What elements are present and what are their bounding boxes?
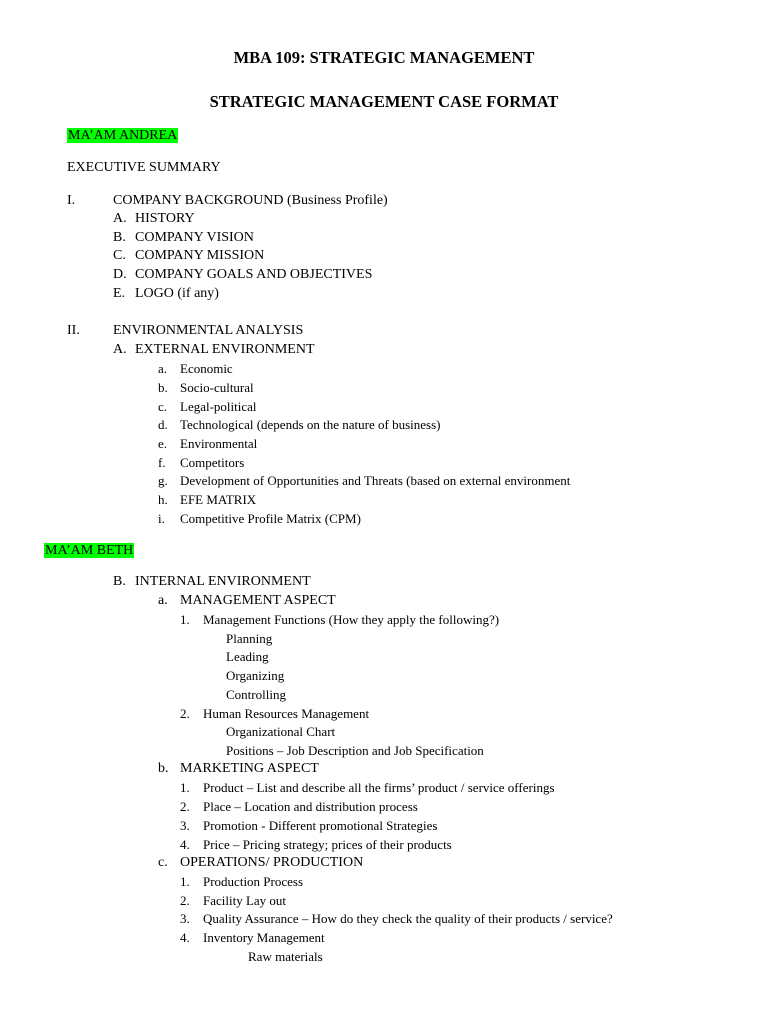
section-number: II. xyxy=(67,323,80,338)
section-heading: ENVIRONMENTAL ANALYSIS xyxy=(113,323,304,338)
list-item: Controlling xyxy=(226,687,286,702)
list-item: Socio-cultural xyxy=(180,380,254,395)
list-item: Inventory Management xyxy=(203,930,325,945)
list-marker: 3. xyxy=(180,911,190,926)
list-item: Facility Lay out xyxy=(203,893,287,908)
list-item: LOGO (if any) xyxy=(135,286,219,301)
list-item: EFE MATRIX xyxy=(180,492,257,507)
list-marker: b. xyxy=(158,380,168,395)
list-marker: i. xyxy=(158,511,165,526)
subsection-heading: INTERNAL ENVIRONMENT xyxy=(135,574,311,589)
list-item: Positions – Job Description and Job Specification xyxy=(226,743,484,758)
list-marker: b. xyxy=(158,761,169,776)
list-item: COMPANY MISSION xyxy=(135,248,265,263)
list-item: Legal-political xyxy=(180,399,257,414)
list-item: Raw materials xyxy=(248,949,323,964)
section-number: I. xyxy=(67,193,76,208)
subsection-heading: EXTERNAL ENVIRONMENT xyxy=(135,342,315,357)
list-item: Economic xyxy=(180,361,233,376)
list-item: HISTORY xyxy=(135,211,195,226)
list-marker: 1. xyxy=(180,874,190,889)
list-marker: h. xyxy=(158,492,168,507)
list-marker: c. xyxy=(158,399,168,414)
aspect-heading: OPERATIONS/ PRODUCTION xyxy=(180,855,364,870)
list-marker: D. xyxy=(113,267,127,282)
list-marker: 4. xyxy=(180,837,190,852)
list-marker: c. xyxy=(158,855,168,870)
document-title: MBA 109: STRATEGIC MANAGEMENT xyxy=(233,48,535,67)
list-marker: d. xyxy=(158,417,168,432)
aspect-heading: MARKETING ASPECT xyxy=(180,761,319,776)
section-heading: COMPANY BACKGROUND (Business Profile) xyxy=(113,193,388,208)
list-marker: B. xyxy=(113,574,126,589)
list-item: Planning xyxy=(226,631,273,646)
list-item: Environmental xyxy=(180,436,258,451)
list-item: Development of Opportunities and Threats (based on external environment xyxy=(180,473,571,488)
list-item: Product – List and describe all the firms’ product / service offerings xyxy=(203,780,555,795)
executive-summary-heading: EXECUTIVE SUMMARY xyxy=(67,160,221,175)
list-item: Promotion - Different promotional Strategies xyxy=(203,818,438,833)
list-marker: A. xyxy=(113,211,127,226)
list-item: Technological (depends on the nature of business) xyxy=(180,417,441,432)
list-marker: 1. xyxy=(180,612,190,627)
aspect-heading: MANAGEMENT ASPECT xyxy=(180,593,336,608)
list-marker: e. xyxy=(158,436,168,451)
list-marker: 2. xyxy=(180,706,190,721)
list-marker: a. xyxy=(158,593,168,608)
list-marker: 2. xyxy=(180,893,190,908)
list-item: Competitive Profile Matrix (CPM) xyxy=(180,511,361,526)
list-marker: 2. xyxy=(180,799,190,814)
list-marker: g. xyxy=(158,473,168,488)
assignee-highlight-andrea: MA’AM ANDREA xyxy=(68,128,178,143)
list-item: Price – Pricing strategy; prices of their products xyxy=(203,837,452,852)
list-marker: B. xyxy=(113,230,126,245)
list-item: COMPANY VISION xyxy=(135,230,254,245)
list-item: Human Resources Management xyxy=(203,706,370,721)
list-item: Quality Assurance – How do they check the quality of their products / service? xyxy=(203,911,613,926)
list-marker: A. xyxy=(113,342,127,357)
list-marker: 1. xyxy=(180,780,190,795)
list-item: Leading xyxy=(226,649,269,664)
list-item: Place – Location and distribution process xyxy=(203,799,418,814)
list-marker: E. xyxy=(113,286,126,301)
list-item: Production Process xyxy=(203,874,304,889)
assignee-highlight-beth: MA’AM BETH xyxy=(45,543,134,558)
list-marker: 4. xyxy=(180,930,190,945)
list-marker: a. xyxy=(158,361,168,376)
list-marker: f. xyxy=(158,455,166,470)
document-subtitle: STRATEGIC MANAGEMENT CASE FORMAT xyxy=(209,92,559,111)
list-item: COMPANY GOALS AND OBJECTIVES xyxy=(135,267,373,282)
list-marker: C. xyxy=(113,248,126,263)
list-item: Competitors xyxy=(180,455,245,470)
list-item: Organizational Chart xyxy=(226,724,336,739)
list-item: Organizing xyxy=(226,668,285,683)
list-marker: 3. xyxy=(180,818,190,833)
list-item: Management Functions (How they apply the following?) xyxy=(203,612,500,627)
